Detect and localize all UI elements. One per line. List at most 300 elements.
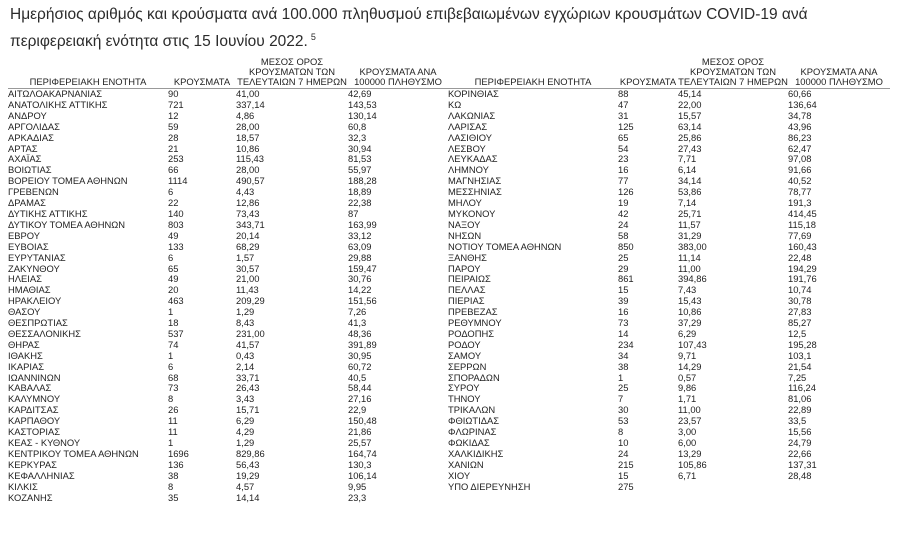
cell-region-right: ΠΕΛΛΑΣ [448,285,486,296]
cell-cases-right: 25 [618,252,629,263]
table-row [8,264,890,275]
cell-avg7-right: 9,86 [678,383,697,394]
table-row [8,449,890,460]
cell-avg7-left: 4,29 [236,427,255,438]
cell-region-right: ΛΕΥΚΑΔΑΣ [448,154,498,165]
table-row [8,296,890,307]
cell-region-right: ΦΛΩΡΙΝΑΣ [448,427,497,438]
cell-per100k-left: 188,28 [348,176,377,187]
cell-cases-right: 39 [618,296,629,307]
cell-avg7-right: 27,43 [678,143,702,154]
cell-region-right: ΠΙΕΡΙΑΣ [448,296,485,307]
table-row [8,362,890,373]
table-row [8,329,890,340]
cell-per100k-right: 15,56 [788,427,812,438]
cell-per100k-left: 60,8 [348,121,367,132]
cell-avg7-right: 11,00 [678,263,701,274]
cell-cases-left: 18 [168,318,179,329]
cell-cases-right: 15 [618,285,629,296]
cell-per100k-left: 130,3 [348,459,372,470]
cell-avg7-left: 490,57 [236,176,265,187]
cell-region-right: ΝΟΤΙΟΥ ΤΟΜΕΑ ΑΘΗΝΩΝ [448,241,562,252]
cell-region-right: ΝΗΣΩΝ [448,230,482,241]
table-row [8,493,890,504]
table-row [8,394,890,405]
table-row [8,482,890,493]
cell-per100k-left: 87 [348,208,359,219]
cell-avg7-right: 53,86 [678,187,702,198]
footnote-marker: 5 [310,32,316,42]
cell-region-left: ΙΩΑΝΝΙΝΩΝ [8,372,61,383]
cell-per100k-left: 143,53 [348,99,377,110]
cell-region-right: ΚΟΡΙΝΘΙΑΣ [448,88,499,99]
cell-region-left: ΔΥΤΙΚΟΥ ΤΟΜΕΑ ΑΘΗΝΩΝ [8,219,126,230]
cell-region-right: ΛΗΜΝΟΥ [448,165,489,176]
cell-region-left: ΑΙΤΩΛΟΑΚΑΡΝΑΝΙΑΣ [8,88,103,99]
header-cases-left: ΚΡΟΥΣΜΑΤΑ [168,57,236,89]
cell-per100k-left: 25,57 [348,438,372,448]
cell-avg7-left: 15,71 [236,405,260,416]
cell-avg7-left: 3,43 [236,394,255,405]
cell-avg7-right: 383,00 [678,241,707,252]
table-row [8,187,890,198]
table-row [8,242,890,253]
cell-cases-left: 20 [168,285,179,296]
cell-region-left: ΚΑΡΠΑΘΟΥ [8,416,61,427]
cell-region-left: ΕΥΡΥΤΑΝΙΑΣ [8,252,66,263]
cell-per100k-right: 85,27 [788,318,812,329]
cell-region-left: ΘΕΣΣΑΛΟΝΙΚΗΣ [8,328,81,339]
cell-avg7-right: 37,29 [678,318,702,329]
cell-per100k-right: 62,47 [788,143,812,154]
cell-cases-left: 38 [168,470,179,481]
cell-region-right: ΦΘΙΩΤΙΔΑΣ [448,416,500,427]
cell-region-left: ΚΑΡΔΙΤΣΑΣ [8,405,59,416]
cell-per100k-left: 159,47 [348,263,377,274]
table-row [8,231,890,242]
cell-avg7-left: 209,29 [236,296,265,307]
cell-avg7-right: 15,43 [678,296,702,307]
cell-per100k-left: 21,86 [348,427,372,438]
cell-avg7-left: 33,71 [236,372,260,383]
table-row [8,274,890,285]
cell-region-right: ΛΑΡΙΣΑΣ [448,121,488,132]
cell-avg7-right: 23,57 [678,416,702,427]
cell-avg7-left: 4,86 [236,110,255,121]
cell-cases-right: 1 [618,372,624,383]
cell-per100k-left: 130,14 [348,110,377,121]
table-row [8,318,890,329]
table-row [8,122,890,133]
cell-region-right: ΜΕΣΣΗΝΙΑΣ [448,187,502,198]
cell-avg7-left: 26,43 [236,383,260,394]
cell-cases-left: 21 [168,143,179,154]
cell-avg7-right: 6,00 [678,438,697,448]
cell-avg7-right: 11,14 [678,252,701,263]
table-row [8,405,890,416]
cell-per100k-left: 55,97 [348,165,372,176]
cell-per100k-right: 81,06 [788,394,812,405]
cell-cases-left: 8 [168,481,174,492]
cell-region-left: ΚΟΖΑΝΗΣ [8,492,53,503]
cell-per100k-left: 40,5 [348,372,367,383]
table-row [8,144,890,155]
cell-per100k-right: 22,89 [788,405,812,416]
cell-region-right: ΛΕΣΒΟΥ [448,143,486,154]
cell-region-left: ΗΛΕΙΑΣ [8,274,42,285]
cell-cases-left: 133 [168,241,184,252]
cell-avg7-left: 337,14 [236,99,265,110]
table-header-row [8,57,890,89]
cell-cases-right: 54 [618,143,629,154]
cell-cases-left: 136 [168,459,184,470]
cell-per100k-right: 195,28 [788,339,817,350]
cell-region-left: ΚΕΑΣ - ΚΥΘΝΟΥ [8,438,81,448]
cell-cases-left: 721 [168,99,184,110]
cell-avg7-right: 13,29 [678,448,702,459]
cell-per100k-left: 9,95 [348,481,367,492]
cell-cases-left: 140 [168,208,184,219]
cell-region-right: ΚΩ [448,99,462,110]
cell-per100k-right: 103,1 [788,350,812,361]
cell-cases-right: 58 [618,230,629,241]
cell-avg7-left: 56,43 [236,459,260,470]
cell-avg7-right: 15,57 [678,110,702,121]
cell-region-left: ΑΧΑΪΑΣ [8,154,42,165]
table-row [8,351,890,362]
cell-per100k-left: 22,9 [348,405,367,416]
cell-cases-left: 35 [168,492,179,503]
cell-cases-left: 59 [168,121,179,132]
cell-region-left: ΗΡΑΚΛΕΙΟΥ [8,296,62,307]
cell-per100k-right: 27,83 [788,307,812,318]
cell-region-right: ΜΑΓΝΗΣΙΑΣ [448,176,502,187]
cell-avg7-left: 21,00 [236,274,260,285]
cell-region-right: ΧΙΟΥ [448,470,471,481]
cell-avg7-left: 231,00 [236,328,265,339]
cell-cases-right [618,493,678,504]
cell-cases-right: 38 [618,361,629,372]
cell-per100k-right: 78,77 [788,187,812,198]
cell-per100k-left: 106,14 [348,470,377,481]
cell-per100k-left: 33,12 [348,230,372,241]
cell-region-right: ΠΡΕΒΕΖΑΣ [448,307,498,318]
header-cases-right: ΚΡΟΥΣΜΑΤΑ [618,57,678,89]
cell-per100k-right: 414,45 [788,208,817,219]
table-body [8,89,890,504]
table-row [8,165,890,176]
cell-region-right: ΦΩΚΙΔΑΣ [448,438,490,448]
cell-avg7-right: 6,71 [678,470,697,481]
cell-region-left: ΑΝΔΡΟΥ [8,110,47,121]
cell-region-left: ΘΗΡΑΣ [8,339,40,350]
cell-per100k-right: 86,23 [788,132,812,143]
cell-region-left: ΚΙΛΚΙΣ [8,481,38,492]
cell-cases-left: 68 [168,372,179,383]
cell-per100k-right: 40,52 [788,176,812,187]
cell-per100k-right: 191,3 [788,198,812,209]
cell-per100k-left: 30,94 [348,143,372,154]
cell-cases-right: 14 [618,328,629,339]
cell-per100k-left: 81,53 [348,154,372,165]
cell-avg7-left: 6,29 [236,416,255,427]
cell-region-right: ΡΟΔΟΠΗΣ [448,328,495,339]
cell-region-right: ΝΑΞΟΥ [448,219,481,230]
cell-avg7-left: 28,00 [236,121,260,132]
table-row [8,220,890,231]
cell-per100k-left: 60,72 [348,361,372,372]
cell-per100k-right: 22,48 [788,252,812,263]
cell-cases-right: 31 [618,110,629,121]
cell-region-left: ΙΚΑΡΙΑΣ [8,361,45,372]
cell-region-right: ΠΑΡΟΥ [448,263,481,274]
cell-cases-left: 73 [168,383,179,394]
table-row [8,209,890,220]
header-per100k-left: ΚΡΟΥΣΜΑΤΑ ΑΝΑ 100000 ΠΛΗΘΥΣΜΟ [348,57,448,89]
cell-per100k-left: 41,3 [348,318,367,329]
cell-avg7-left: 12,86 [236,198,260,209]
cell-cases-left: 11 [168,416,178,427]
cell-cases-left: 1 [168,438,174,448]
cell-avg7-right: 394,86 [678,274,707,285]
cell-per100k-left: 42,69 [348,88,372,99]
cell-cases-right: 30 [618,405,629,416]
cell-cases-right: 234 [618,339,634,350]
cell-region-right: ΧΑΛΚΙΔΙΚΗΣ [448,448,504,459]
cell-cases-right: 42 [618,208,629,219]
cell-avg7-left: 4,57 [236,481,255,492]
table-row [8,383,890,394]
header-region-right: ΠΕΡΙΦΕΡΕΙΑΚΗ ΕΝΟΤΗΤΑ [448,57,618,89]
cell-avg7-left: 1,57 [236,252,255,263]
cell-cases-left: 803 [168,219,184,230]
cell-per100k-right: 21,54 [788,361,812,372]
cell-avg7-left: 8,43 [236,318,255,329]
cell-region-right [448,493,618,504]
cell-cases-right: 126 [618,187,634,198]
cell-region-left: ΓΡΕΒΕΝΩΝ [8,187,59,198]
cell-per100k-left: 164,74 [348,448,377,459]
cell-per100k-left: 63,09 [348,241,372,252]
table-row [8,154,890,165]
cell-cases-left: 66 [168,165,179,176]
cases-table [8,57,890,503]
cell-avg7-right: 9,71 [678,350,697,361]
cell-cases-left: 537 [168,328,184,339]
cell-region-left: ΚΕΡΚΥΡΑΣ [8,459,57,470]
cell-avg7-right: 1,71 [678,394,697,405]
cell-avg7-right: 6,29 [678,328,697,339]
cell-cases-right: 16 [618,165,629,176]
cell-per100k-right: 12,5 [788,328,807,339]
cell-cases-left: 1 [168,307,174,318]
cell-avg7-right: 0,57 [678,372,697,383]
cell-avg7-right: 7,43 [678,285,697,296]
cell-region-right: ΥΠΟ ΔΙΕΡΕΥΝΗΣΗ [448,481,531,492]
cell-per100k-right [788,493,890,504]
table-row [8,416,890,427]
cell-per100k-right: 34,78 [788,110,812,121]
cell-region-right: ΣΠΟΡΑΔΩΝ [448,372,500,383]
cell-region-left: ΑΡΤΑΣ [8,143,38,154]
cell-avg7-left: 0,43 [236,350,255,361]
cell-avg7-left: 41,00 [236,88,260,99]
cell-region-left: ΚΕΦΑΛΛΗΝΙΑΣ [8,470,75,481]
cell-cases-left: 463 [168,296,184,307]
cell-avg7-right: 34,14 [678,176,702,187]
cell-cases-right: 7 [618,394,624,405]
cell-cases-right: 73 [618,318,629,329]
cell-region-right: ΡΕΘΥΜΝΟΥ [448,318,502,329]
table-row [8,427,890,438]
cell-per100k-right: 115,18 [788,219,816,230]
cell-cases-left: 28 [168,132,179,143]
cell-avg7-right: 11,00 [678,405,701,416]
cell-avg7-right: 107,43 [678,339,707,350]
table-row [8,253,890,264]
cell-avg7-right: 7,14 [678,198,697,209]
header-region-left: ΠΕΡΙΦΕΡΕΙΑΚΗ ΕΝΟΤΗΤΑ [8,57,168,89]
cell-region-left: ΔΡΑΜΑΣ [8,198,46,209]
cell-region-right: ΧΑΝΙΩΝ [448,459,484,470]
cell-per100k-right: 191,76 [788,274,817,285]
cell-region-left: ΚΑΒΑΛΑΣ [8,383,52,394]
table-row [8,460,890,471]
cell-avg7-right: 105,86 [678,459,707,470]
cell-per100k-left: 7,26 [348,307,367,318]
cell-cases-left: 1 [168,350,174,361]
cell-avg7-right [678,482,788,493]
cell-avg7-right: 45,14 [678,88,702,99]
cell-cases-right: 8 [618,427,624,438]
cell-region-right: ΡΟΔΟΥ [448,339,481,350]
cell-avg7-left: 343,71 [236,219,265,230]
cell-cases-left: 74 [168,339,179,350]
cell-cases-left: 90 [168,88,179,99]
cell-cases-right: 10 [618,438,629,448]
cell-avg7-left: 73,43 [236,208,260,219]
cell-region-left: ΒΟΙΩΤΙΑΣ [8,165,52,176]
table-row [8,373,890,384]
cell-per100k-right: 33,5 [788,416,807,427]
cell-per100k-left: 58,44 [348,383,372,394]
cell-avg7-left: 2,14 [236,361,255,372]
header-avg7-left: ΜΕΣΟΣ ΟΡΟΣ ΚΡΟΥΣΜΑΤΩΝ ΤΩΝ ΤΕΛΕΥΤΑΙΩΝ 7 ΗΜΕΡΩΝ [237,57,347,87]
cell-cases-right: 24 [618,219,629,230]
cell-cases-right: 19 [618,198,629,209]
cell-cases-right: 275 [618,481,634,492]
cell-per100k-right: 28,48 [788,470,812,481]
cell-avg7-right: 25,71 [678,208,702,219]
cell-region-left: ΑΡΓΟΛΙΔΑΣ [8,121,60,132]
cell-avg7-left: 115,43 [236,154,264,165]
cell-region-right: ΣΥΡΟΥ [448,383,480,394]
cell-cases-right: 47 [618,99,629,110]
cell-per100k-right: 136,64 [788,99,817,110]
cell-per100k-left: 163,99 [348,219,377,230]
table-row [8,176,890,187]
cell-per100k-left: 27,16 [348,394,372,405]
table-row [8,307,890,318]
cell-region-right: ΤΗΝΟΥ [448,394,481,405]
cell-cases-right: 88 [618,88,629,99]
cell-per100k-right: 43,96 [788,121,812,132]
cell-per100k-left: 29,88 [348,252,372,263]
cell-avg7-right: 14,29 [678,361,702,372]
cell-per100k-left: 30,95 [348,350,372,361]
cell-region-left: ΙΘΑΚΗΣ [8,350,43,361]
cell-cases-left: 1696 [168,448,189,459]
cell-cases-right: 77 [618,176,629,187]
cell-avg7-right: 7,71 [678,154,697,165]
cell-per100k-right: 24,79 [788,438,812,448]
cell-cases-left: 22 [168,198,179,209]
cell-per100k-right: 160,43 [788,241,817,252]
cell-cases-left: 253 [168,154,184,165]
header-avg7-right: ΜΕΣΟΣ ΟΡΟΣ ΚΡΟΥΣΜΑΤΩΝ ΤΩΝ ΤΕΛΕΥΤΑΙΩΝ 7 ΗΜΕΡΩΝ [678,57,788,87]
cell-per100k-right [788,482,890,493]
cell-cases-left: 49 [168,274,179,285]
cell-region-right: ΣΕΡΡΩΝ [448,361,487,372]
cell-cases-left: 6 [168,252,174,263]
cell-avg7-left: 10,86 [236,143,260,154]
title-text: Ημερήσιος αριθμός και κρούσματα ανά 100.000 πληθυσμού επιβεβαιωμένων εγχώριων κρουσμάτων COVID-19 ανά περιφερειακή ενότητα στις 15 Ιουνίου 2022. [10,6,808,51]
cell-per100k-right: 137,31 [788,459,817,470]
cell-region-left: ΑΝΑΤΟΛΙΚΗΣ ΑΤΤΙΚΗΣ [8,99,108,110]
cell-avg7-left: 20,14 [236,230,260,241]
table-row [8,438,890,449]
cell-region-left: ΚΕΝΤΡΙΚΟΥ ΤΟΜΕΑ ΑΘΗΝΩΝ [8,448,139,459]
table-row [8,100,890,111]
cell-avg7-left: 30,57 [236,263,260,274]
cell-per100k-right: 22,66 [788,448,812,459]
cell-per100k-right: 97,08 [788,154,812,165]
cell-cases-right: 34 [618,350,629,361]
cell-avg7-left: 41,57 [236,339,260,350]
cell-cases-right: 850 [618,241,634,252]
cell-region-left: ΘΑΣΟΥ [8,307,41,318]
cell-region-left: ΖΑΚΥΝΘΟΥ [8,263,60,274]
page-title [10,3,890,53]
cell-avg7-right: 25,86 [678,132,702,143]
cell-per100k-right: 7,25 [788,372,807,383]
cell-per100k-left: 32,3 [348,132,367,143]
cell-cases-right: 53 [618,416,629,427]
table-row [8,340,890,351]
cell-per100k-right: 91,66 [788,165,812,176]
cell-cases-left: 11 [168,427,178,438]
table-row [8,111,890,122]
cell-avg7-right: 22,00 [678,99,702,110]
cell-region-right: ΜΗΛΟΥ [448,198,482,209]
cell-avg7-right: 31,29 [678,230,702,241]
cell-cases-right: 29 [618,263,629,274]
cell-per100k-right: 194,29 [788,263,817,274]
table-row [8,89,890,100]
cell-avg7-left: 829,86 [236,448,265,459]
cell-region-right: ΛΑΚΩΝΙΑΣ [448,110,496,121]
cell-avg7-left: 14,14 [236,492,260,503]
cell-cases-left: 6 [168,187,174,198]
cell-cases-right: 65 [618,132,629,143]
cell-cases-right: 16 [618,307,629,318]
cell-per100k-left: 151,56 [348,296,377,307]
table-row [8,198,890,209]
cell-avg7-right: 10,86 [678,307,702,318]
cell-avg7-left: 68,29 [236,241,260,252]
cell-cases-left: 1114 [168,176,188,187]
cell-per100k-right: 77,69 [788,230,812,241]
